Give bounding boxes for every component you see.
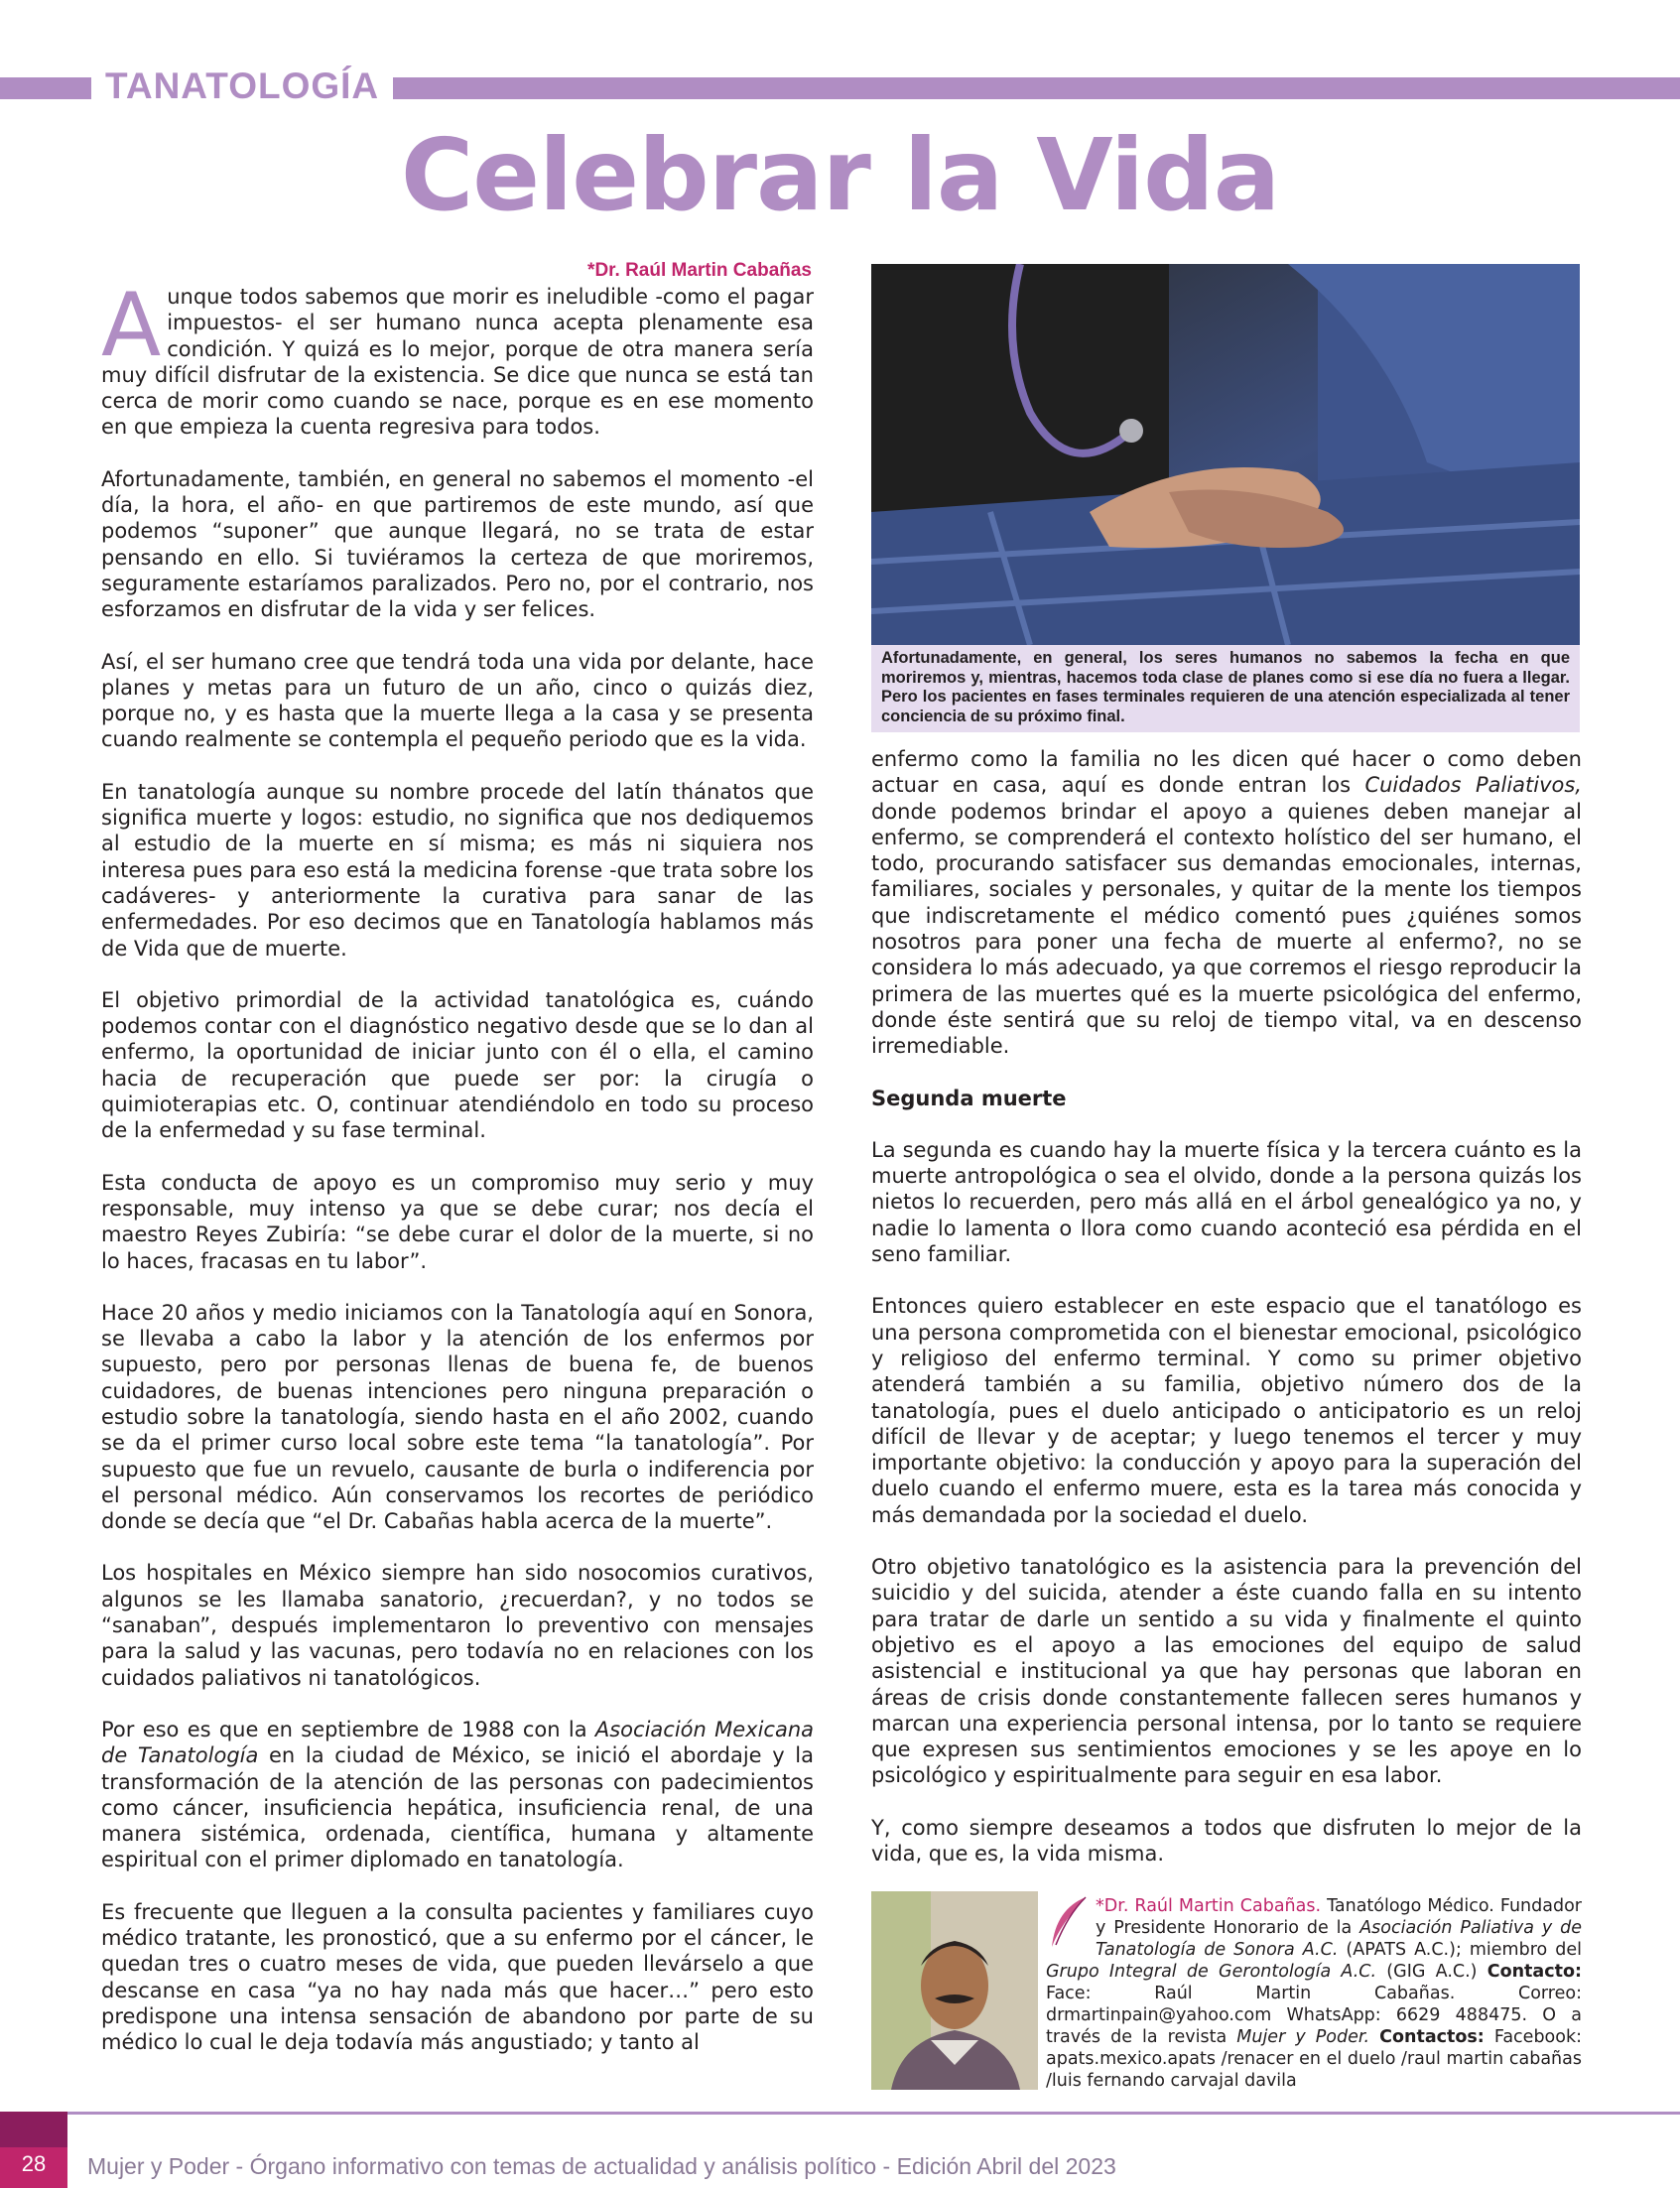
bio-italic: Asociación Paliativa y de Tanatología de Sonora A.C. bbox=[1096, 1918, 1583, 1960]
paragraph-text: Por eso es que en septiembre de 1988 con la bbox=[101, 1717, 595, 1741]
author-portrait bbox=[871, 1891, 1038, 2090]
paragraph: Y, como siempre deseamos a todos que disfruten lo mejor de la vida, que es, la vida misma. bbox=[871, 1815, 1582, 1866]
paragraph: En tanatología aunque su nombre procede del latín thánatos que significa muerte y logos: estudio, no significa que nos dediquemos al estudio de la muerte en sí misma; es más ni siquiera nos interesa pues para eso está la medicina forense -que trata sobre los cadáveres- y anteriormente la curativa para sanar de las enfermedades. Por eso decimos que en Tanatología hablamos más de Vida que de muerte. bbox=[101, 779, 814, 961]
bio-text: (GIG A.C.) bbox=[1376, 1962, 1487, 1982]
article-photo bbox=[871, 264, 1580, 645]
bio-text: Tanatólogo Médico. Fundador y Presidente Honorario de la bbox=[1096, 1896, 1582, 1938]
quill-icon bbox=[1046, 1895, 1090, 1953]
paragraph: El objetivo primordial de la actividad tanatológica es, cuándo podemos contar con el diagnóstico negativo desde que se lo dan al enfermo, la oportunidad de iniciar junto con él o ella, el camino hacia de recuperación que puede ser por: la cirugía o quimioterapias etc. O, continuar atendiéndolo en todo su proceso de la enfermedad y su fase terminal. bbox=[101, 987, 814, 1143]
paragraph bbox=[101, 260, 814, 441]
paragraph bbox=[101, 1717, 814, 1873]
hands-photo-illustration bbox=[871, 264, 1580, 645]
paragraph-text: unque todos sabemos que morir es ineludible -como el pagar impuestos- el ser humano nunca acepta plenamente esa condición. Y quizá es lo mejor, porque de otra manera sería muy difícil disfrutar de la existencia. Se dice que nunca se está tan cerca de morir como cuando se nace, porque es en ese momento en que empieza la cuenta regresiva para todos. bbox=[101, 285, 814, 440]
page-number: 28 bbox=[21, 2151, 47, 2176]
paragraph-text: en la ciudad de México, se inició el abordaje y la transformación de la atención de las personas con padecimientos como cáncer, insuficiencia hepática, insuficiencia renal, de una manera sistémica, ordenada, científica, humana y altamente espiritual con el primer diplomado en tanatología. bbox=[101, 1743, 814, 1872]
section-label: TANATOLOGÍA bbox=[91, 62, 393, 111]
article-title: Celebrar la Vida bbox=[400, 117, 1280, 233]
photo-caption: Afortunadamente, en general, los seres humanos no sabemos la fecha en que moriremos y, mientras, hacemos toda clase de planes como si ese día no fuera a llegar. Pero los pacientes en fases terminales requieren de una atención especializada al tener conciencia de su próximo final. bbox=[871, 645, 1580, 732]
footer-rule bbox=[67, 2112, 1680, 2115]
association-name: Asociación Mexicana de Tanatología bbox=[101, 1717, 815, 1768]
subheading: Segunda muerte bbox=[871, 1086, 1067, 1110]
paragraph: Es frecuente que lleguen a la consulta pacientes y familiares cuyo médico tratante, les pronosticó, que a su enfermo por el cáncer, le quedan tres o cuatro meses de vida, que pueden llevárselo a que descanse en casa “ya no hay nada más que hacer…” pero esto predispone una intensa sensación de abandono por parte de su médico lo cual le deja todavía más angustiado; y tanto al bbox=[101, 1899, 814, 2055]
footer-text: Mujer y Poder - Órgano informativo con temas de actualidad y análisis político - Edición Abril del 2023 bbox=[87, 2153, 1116, 2179]
bio-text: Face: Raúl Martin Cabañas. Correo: drmartinpain@yahoo.com WhatsApp: 6629 488475. O a través de la revista bbox=[1046, 1984, 1582, 2047]
paragraph-text: enfermo como la familia no les dicen qué hacer o como deben actuar en casa, aquí es donde entran los bbox=[871, 747, 1582, 798]
paragraph: Esta conducta de apoyo es un compromiso muy serio y muy responsable, muy intenso ya que se debe curar; nos decía el maestro Reyes Zubiría: “se debe curar el dolor de la muerte, si no lo haces, fracasas en tu labor”. bbox=[101, 1170, 814, 1273]
left-column bbox=[101, 260, 814, 2082]
drop-cap: A bbox=[101, 274, 162, 376]
bio-italic: Mujer y Poder. bbox=[1236, 2027, 1370, 2047]
bio-text: Facebook: apats.mexico.apats /renacer en el duelo /raul martin cabañas /luis fernando carvajal davila bbox=[1046, 2027, 1583, 2091]
author-portrait-illustration bbox=[871, 1891, 1038, 2090]
cuidados-paliativos: Cuidados Paliativos, bbox=[1364, 773, 1582, 798]
right-column bbox=[871, 746, 1582, 1892]
paragraph: Entonces quiero establecer en este espacio que el tanatólogo es una persona comprometida con el bienestar emocional, psicológico y religioso del enfermo terminal. Y como su primer objetivo atenderá también a su familia, objetivo número dos de la tanatología, pues el duelo anticipado o anticipatorio es un reloj difícil de llevar y de aceptar; y luego tenemos el tercer y muy importante objetivo: la conducción y apoyo para la superación del duelo cuando el enfermo muere, esta es la tarea más conocida y más demandada por la sociedad el duelo. bbox=[871, 1294, 1582, 1527]
paragraph: La segunda es cuando hay la muerte física y la tercera cuánto es la muerte antropológica o sea el olvido, donde a la persona quizás los nietos lo recuerden, pero más allá en el árbol genealógico ya no, y nadie lo lamenta o llora como cuando aconteció esa pérdida en el seno familiar. bbox=[871, 1137, 1582, 1267]
paragraph: Hace 20 años y medio iniciamos con la Tanatología aquí en Sonora, se llevaba a cabo la labor y la atención de los enfermos por supuesto, pero por personas llenas de buena fe, de buenos cuidadores, de buenas intenciones pero ninguna preparación o estudio sobre la tanatología, siendo hasta en el año 2002, cuando se da el primer curso local sobre este tema “la tanatología”. Por supuesto que fue un revuelo, causante de burla o indiferencia por el personal médico. Aún conservamos los recortes de periódico donde se decía que “el Dr. Cabañas habla acerca de la muerte”. bbox=[101, 1300, 814, 1534]
paragraph-text: donde podemos brindar el apoyo a quienes deben manejar al enfermo, se comprenderá el contexto holístico del ser humano, el todo, procurando satisfacer sus demandas emocionales, internas, familiares, sociales y personales, y quitar de la mente los tiempos que indiscretamente el médico comentó pues ¿quiénes somos nosotros para poner una fecha de muerte al enfermo?, no se considera lo más adecuado, ya que corremos el riesgo reproducir la primera de las muertes qué es la muerte psicológica del enfermo, donde éste sentirá que su reloj de tiempo vital, va en descenso irremediable. bbox=[871, 799, 1582, 1059]
paragraph bbox=[871, 746, 1582, 1060]
paragraph: Los hospitales en México siempre han sido nosocomios curativos, algunos se les llamaba sanatorio, ¿recuerdan?, y no todos se “sanaban”, después implementaron lo preventivo con mensajes para la salud y las vacunas, pero todavía no en relaciones con los cuidados paliativos ni tanatológicos. bbox=[101, 1561, 814, 1690]
byline: *Dr. Raúl Martin Cabañas bbox=[587, 260, 812, 281]
bio-bold: Contactos: bbox=[1379, 2027, 1485, 2047]
paragraph: Así, el ser humano cree que tendrá toda una vida por delante, hace planes y metas para un futuro de un año, cinco o quizás diez, porque no, y es hasta que la muerte llega a la casa y se presenta cuando realmente se contempla el pequeño periodo que es la vida. bbox=[101, 649, 814, 752]
paragraph: Otro objetivo tanatológico es la asistencia para la prevención del suicidio y del suicida, atender a éste cuando falla en su intento para tratar de darle un sentido a su vida y finalmente el quinto objetivo es el apoyo a las emociones del equipo de salud asistencial e institucional ya que hay personas que laboran en áreas de crisis donde constantemente fallecen seres humanos y marcan una experiencia personal intensa, por lo tanto se requiere que expresen sus sentimientos emociones y se les apoye en lo psicológico y espiritualmente para seguir en esa labor. bbox=[871, 1555, 1582, 1788]
author-bio bbox=[1046, 1895, 1582, 2092]
bio-text: (APATS A.C.); miembro del bbox=[1338, 1940, 1582, 1960]
author-name: *Dr. Raúl Martin Cabañas. bbox=[1096, 1896, 1322, 1916]
page-tab bbox=[0, 2112, 67, 2147]
bio-italic: Grupo Integral de Gerontología A.C. bbox=[1046, 1962, 1377, 1982]
bio-bold: Contacto: bbox=[1486, 1962, 1582, 1982]
bio-text bbox=[1369, 2027, 1379, 2047]
paragraph: Afortunadamente, también, en general no sabemos el momento -el día, la hora, el año- en que partiremos de este mundo, así que podemos “suponer” que aunque llegará, no se trata de estar pensando en ello. Si tuviéramos la certeza de que moriremos, seguramente estaríamos paralizados. Pero no, por el contrario, nos esforzamos en disfrutar de la vida y ser felices. bbox=[101, 466, 814, 622]
